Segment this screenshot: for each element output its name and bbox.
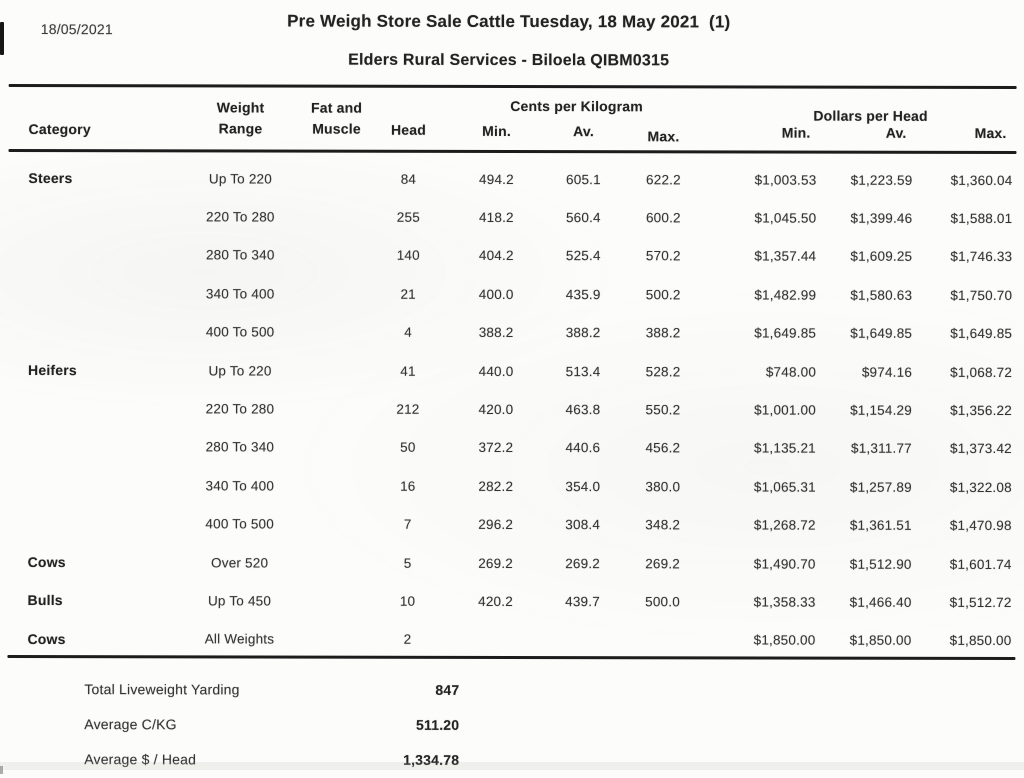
cell-dollars-max: $1,068.72: [950, 364, 1013, 380]
summary-row: [0, 671, 1015, 708]
cell-head: 84: [400, 171, 417, 187]
cell-dollars-av: $1,399.46: [850, 210, 913, 226]
cell-weight-range: Up To 220: [208, 363, 272, 379]
header-dollars-max: Max.: [974, 124, 1007, 142]
cell-cents-max: 456.2: [645, 440, 681, 456]
cell-weight-range: Up To 450: [207, 593, 272, 609]
summary-label: Average C/KG: [84, 715, 177, 732]
table-body: [0, 154, 1016, 656]
header-fat-line2: Muscle: [312, 120, 361, 137]
cell-head: 16: [400, 478, 416, 494]
page-subtitle: Elders Rural Services - Biloela QIBM0315: [348, 51, 670, 70]
cell-head: 140: [396, 248, 420, 264]
summary-value: 1,334.78: [403, 751, 460, 768]
cell-dollars-max: $1,601.74: [949, 556, 1012, 572]
table-row: [0, 389, 1016, 430]
cell-weight-range: Over 520: [211, 554, 269, 571]
cell-dollars-av: $1,311.77: [851, 441, 912, 457]
cell-weight-range: 220 To 280: [206, 209, 275, 225]
scan-artifact-left-edge: [0, 22, 4, 55]
cell-weight-range: All Weights: [204, 631, 275, 647]
cell-head: 255: [396, 209, 420, 225]
header-cents-subrow: [445, 122, 709, 145]
cell-dollars-max: $1,360.04: [950, 172, 1013, 188]
cell-cents-av: 269.2: [565, 555, 601, 571]
cell-cents-av: 388.2: [565, 325, 601, 341]
cell-weight-range: 400 To 500: [205, 324, 275, 340]
cell-weight-range: 340 To 400: [205, 286, 275, 302]
cell-cents-min: 388.2: [478, 325, 514, 341]
cell-dollars-av: $1,361.51: [849, 517, 912, 534]
cell-dollars-max: $1,649.85: [950, 326, 1013, 342]
cell-dollars-min: $1,649.85: [754, 325, 817, 341]
cell-cents-min: 269.2: [478, 555, 514, 571]
cell-head: 7: [403, 516, 412, 532]
header-fat-line1: Fat and: [310, 99, 363, 116]
summary-label: Total Liveweight Yarding: [84, 680, 240, 697]
header-dollars-subrow: [709, 124, 1017, 141]
table-row: [0, 159, 1016, 200]
header-weight-range: [181, 91, 301, 147]
cell-dollars-max: $1,470.98: [949, 518, 1012, 534]
cell-cents-max: 528.2: [645, 363, 681, 379]
summary-value: 511.20: [416, 716, 460, 733]
cell-cents-min: 372.2: [478, 440, 514, 456]
cell-weight-range: Up To 220: [208, 171, 273, 187]
scan-artifact-band: [0, 762, 1024, 770]
cell-cents-av: 513.4: [565, 363, 601, 379]
cell-head: 41: [400, 363, 416, 379]
header-category: Category: [28, 120, 91, 138]
cell-dollars-max: $1,750.70: [950, 287, 1013, 303]
cell-dollars-av: $1,580.63: [850, 287, 913, 303]
cell-cents-min: 420.0: [478, 401, 514, 418]
cell-weight-range: 280 To 340: [205, 439, 275, 455]
cell-dollars-min: $1,482.99: [754, 287, 817, 303]
cell-cents-av: 463.8: [565, 402, 601, 418]
cell-head: 5: [403, 555, 412, 571]
cell-dollars-min: $1,135.21: [754, 440, 816, 457]
cell-cents-max: 600.2: [645, 210, 681, 226]
cell-category: Cows: [27, 554, 66, 571]
table-row: [0, 312, 1016, 353]
header-cents-group-title: Cents per Kilogram: [510, 97, 643, 115]
summary-row: [0, 706, 1015, 743]
table-row: [0, 504, 1016, 545]
cell-cents-av: 605.1: [566, 171, 601, 187]
summary-label: Average $ / Head: [84, 750, 197, 767]
summary-row: [0, 741, 1015, 778]
cell-head: 50: [400, 440, 416, 456]
cell-dollars-min: $748.00: [765, 364, 817, 380]
cell-weight-range: 220 To 280: [205, 401, 275, 417]
cell-cents-max: 550.2: [645, 402, 681, 418]
table-row: [0, 581, 1016, 622]
cell-dollars-av: $1,466.40: [849, 594, 912, 610]
cell-dollars-min: $1,358.33: [753, 594, 816, 610]
cell-cents-av: 308.4: [565, 517, 601, 533]
cell-dollars-min: $1,001.00: [754, 402, 816, 418]
cell-cents-max: 500.2: [645, 287, 681, 303]
table-row: [0, 236, 1016, 277]
cell-category: Steers: [28, 170, 73, 187]
cell-dollars-av: $1,223.59: [850, 172, 913, 188]
header-cents-max: Max.: [647, 128, 680, 145]
cell-cents-max: 500.0: [645, 594, 680, 610]
cell-dollars-min: $1,357.44: [754, 248, 817, 265]
cell-dollars-min: $1,268.72: [753, 517, 816, 533]
cell-dollars-min: $1,065.31: [753, 479, 816, 495]
cell-cents-av: 439.7: [565, 594, 600, 610]
cell-cents-av: 435.9: [565, 286, 601, 303]
header-head: Head: [390, 121, 427, 138]
table-row: [0, 466, 1016, 507]
cell-dollars-max: $1,746.33: [950, 249, 1013, 265]
cell-weight-range: 400 To 500: [205, 516, 275, 532]
header-dollars-av: Av.: [885, 124, 907, 141]
cell-dollars-max: $1,322.08: [949, 479, 1012, 495]
cell-cents-av: 560.4: [565, 210, 601, 226]
cell-dollars-av: $1,154.29: [850, 402, 912, 418]
cell-dollars-av: $1,649.85: [850, 325, 913, 342]
scan-artifact-bottom-dot: [0, 766, 3, 774]
cell-cents-min: 494.2: [479, 171, 514, 187]
header-group-cents-per-kilogram: [445, 92, 709, 149]
cell-head: 10: [399, 593, 416, 609]
cell-dollars-av: $1,850.00: [849, 633, 912, 649]
cell-cents-av: 354.0: [565, 478, 601, 494]
cell-dollars-av: $1,609.25: [850, 249, 913, 265]
cell-weight-range: 340 To 400: [205, 478, 275, 494]
cell-cents-av: 525.4: [565, 248, 601, 264]
cell-cents-max: 622.2: [646, 171, 681, 188]
cell-cents-min: 282.2: [478, 478, 514, 494]
cell-dollars-min: $1,490.70: [753, 556, 816, 572]
page-title: Pre Weigh Store Sale Cattle Tuesday, 18 May 2021 (1): [287, 11, 731, 32]
cell-head: 212: [396, 401, 420, 417]
header-dollars-min: Min.: [781, 124, 811, 141]
cell-head: 21: [400, 286, 416, 302]
cell-dollars-av: $1,512.90: [849, 556, 912, 572]
table-row: [0, 543, 1016, 584]
cell-cents-max: 388.2: [645, 325, 681, 341]
cell-dollars-min: $1,850.00: [753, 632, 816, 649]
table-row: [0, 428, 1016, 469]
header-cents-av: Av.: [573, 123, 594, 140]
cell-cents-av: 440.6: [565, 440, 601, 456]
divider-top: [9, 84, 1017, 89]
table-row: [0, 274, 1016, 315]
cell-dollars-av: $974.16: [861, 364, 913, 380]
cell-cents-max: 570.2: [645, 248, 681, 264]
cell-cents-max: 269.2: [645, 555, 681, 571]
cell-dollars-max: $1,850.00: [949, 633, 1012, 649]
cell-weight-range: 280 To 340: [205, 247, 275, 263]
cell-dollars-max: $1,356.22: [950, 402, 1012, 419]
cell-cents-min: 404.2: [478, 248, 514, 264]
table-header: [1, 91, 1017, 149]
cell-dollars-max: $1,588.01: [950, 210, 1013, 227]
header-weight-line1: Weight: [216, 99, 265, 116]
header-group-dollars-per-head: [709, 92, 1017, 149]
cell-cents-min: 420.2: [478, 593, 513, 609]
cell-dollars-max: $1,373.42: [950, 441, 1012, 457]
cell-cents-min: 418.2: [478, 210, 514, 226]
cell-category: Heifers: [28, 362, 77, 379]
table-row: [0, 351, 1016, 392]
header-dollars-group-title: Dollars per Head: [813, 107, 928, 124]
cell-category: Cows: [27, 630, 66, 647]
header-cents-min: Min.: [482, 122, 511, 139]
cell-dollars-min: $1,045.50: [754, 210, 817, 226]
report-date: 18/05/2021: [40, 21, 113, 38]
cell-dollars-max: $1,512.72: [949, 594, 1012, 611]
cell-head: 4: [404, 325, 412, 341]
summary-value: 847: [435, 681, 460, 698]
cell-dollars-min: $1,003.53: [754, 172, 817, 188]
cell-dollars-av: $1,257.89: [849, 479, 912, 495]
header-fat-muscle: [301, 92, 373, 148]
table-row: [0, 197, 1016, 238]
cell-cents-min: 400.0: [478, 286, 514, 302]
header-weight-line2: Range: [218, 120, 263, 137]
cell-cents-min: 440.0: [478, 363, 514, 379]
cell-cents-min: 296.2: [478, 517, 514, 533]
cell-category: Bulls: [27, 592, 63, 609]
cell-cents-max: 348.2: [645, 517, 681, 533]
table-row: [0, 620, 1016, 661]
cell-cents-max: 380.0: [645, 479, 681, 495]
cell-head: 2: [403, 632, 412, 648]
